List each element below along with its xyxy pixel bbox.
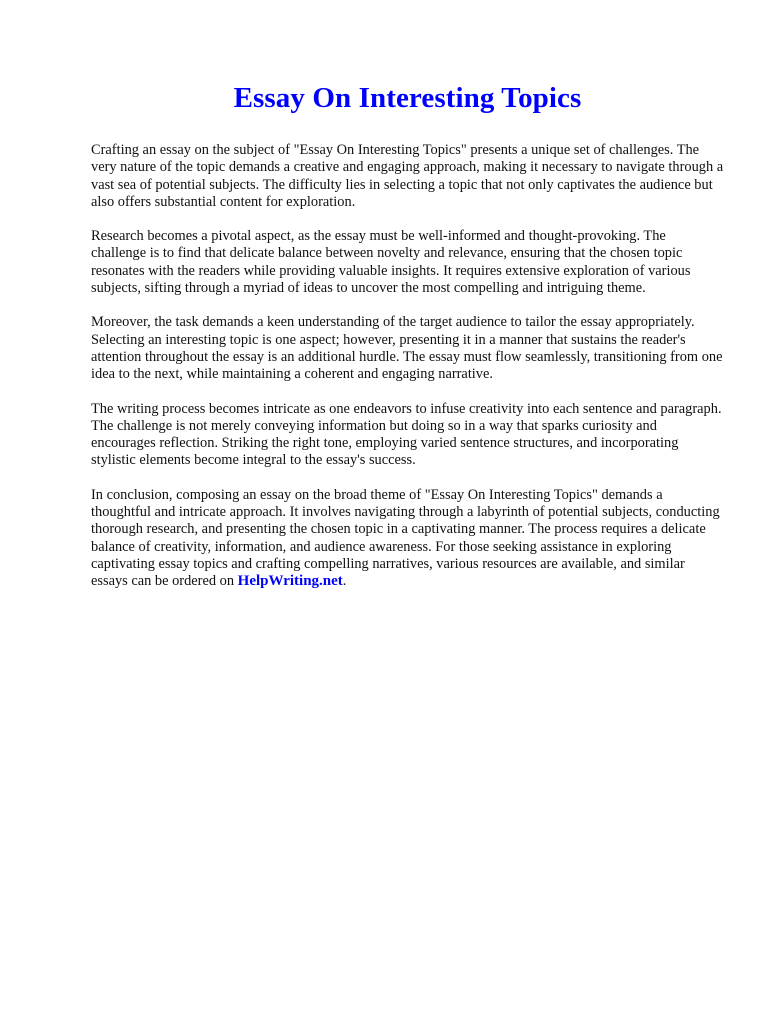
paragraph-intro: Crafting an essay on the subject of "Essay On Interesting Topics" presents a unique set of challenges. The very nature of the topic demands a creative and engaging approach, making it necessary to navigate through a vast sea of potential subjects. The difficulty lies in selecting a topic that not only captivates the audience but also offers substantial content for exploration. <box>91 142 724 210</box>
page-title: Essay On Interesting Topics <box>233 82 582 114</box>
conclusion-suffix: . <box>342 573 347 590</box>
helpwriting-link[interactable]: HelpWriting.net <box>237 573 343 590</box>
paragraph-conclusion <box>91 487 724 591</box>
paragraph-research: Research becomes a pivotal aspect, as the essay must be well-informed and thought-provoking. The challenge is to find that delicate balance between novelty and relevance, ensuring that the chosen topic resonates with the readers while providing valuable insights. It requires extensive exploration of various subjects, sifting through a myriad of ideas to uncover the most compelling and intriguing theme. <box>91 228 691 297</box>
paragraph-writing-process: The writing process becomes intricate as one endeavors to infuse creativity into each sentence and paragraph. The challenge is not merely conveying information but doing so in a way that sparks curiosity and encourages reflection. Striking the right tone, employing varied sentence structures, and incorporating stylistic elements become integral to the essay's success. <box>91 400 722 469</box>
paragraph-audience: Moreover, the task demands a keen understanding of the target audience to tailor the essay appropriately. Selecting an interesting topic is one aspect; however, presenting it in a manner that sustains the reader's attention throughout the essay is an additional hurdle. The essay must flow seamlessly, transitioning from one idea to the next, while maintaining a coherent and engaging narrative. <box>91 314 723 383</box>
essay-body <box>91 142 724 591</box>
conclusion-text: In conclusion, composing an essay on the broad theme of "Essay On Interesting Topics" demands a thoughtful and intricate approach. It involves navigating through a labyrinth of potential subjects, conducting thorough research, and presenting the chosen topic in a captivating manner. The process requires a delicate balance of creativity, information, and audience awareness. For those seeking assistance in exploring captivating essay topics and crafting compelling narratives, various resources are available, and similar essays can be ordered on <box>91 486 720 590</box>
